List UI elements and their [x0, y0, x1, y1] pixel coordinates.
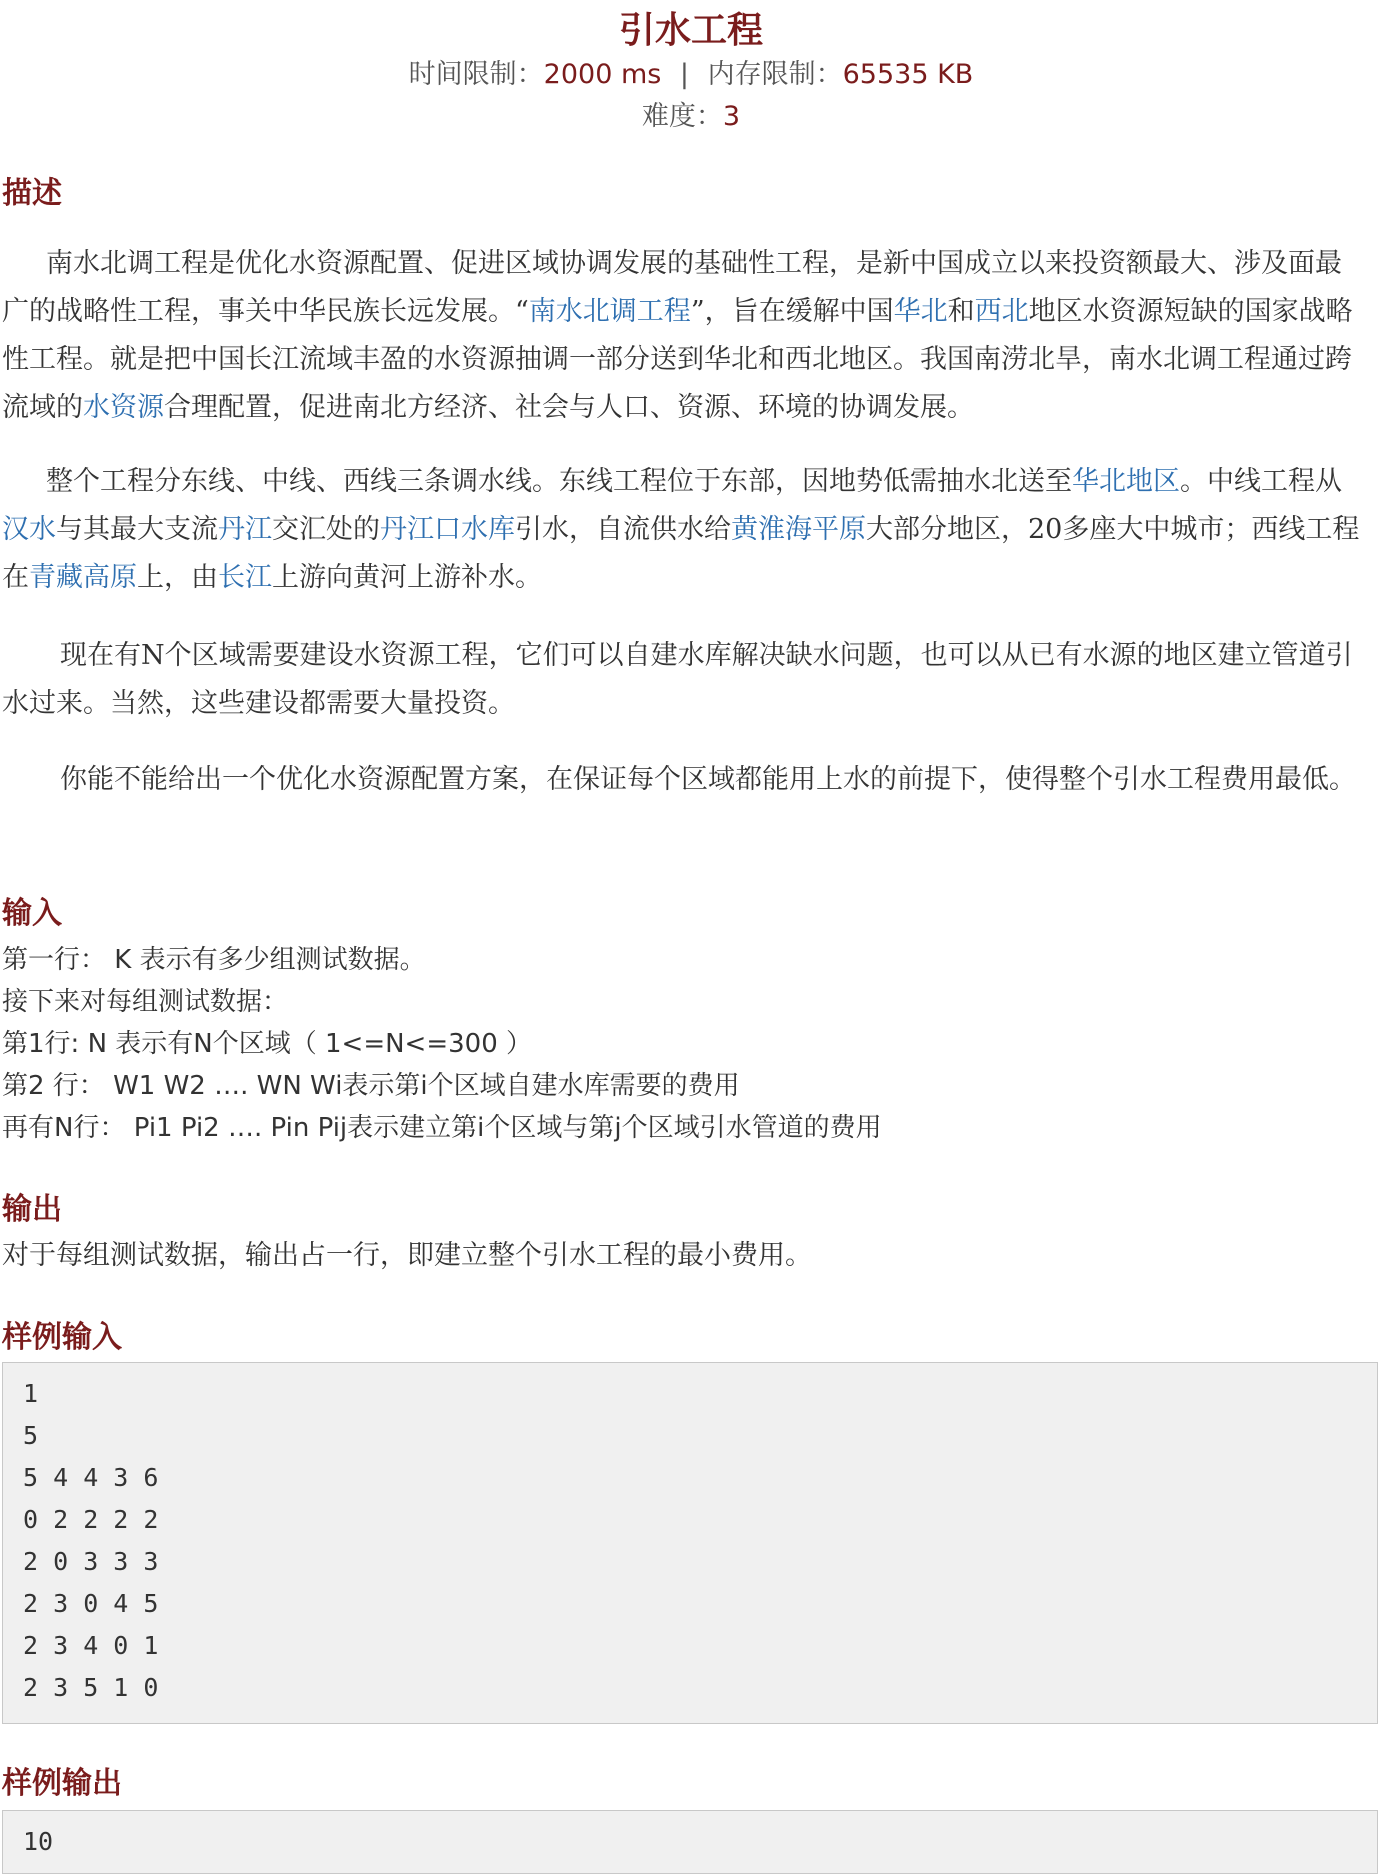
link-huabei[interactable]: 华北 [893, 296, 948, 327]
input-line: 第1行: N 表示有N个区域（ 1<=N<=300 ） [2, 1029, 533, 1059]
text-span: 上，由 [137, 562, 218, 593]
sample-input-line: 1 [23, 1379, 39, 1408]
description-paragraph-2 [2, 458, 1362, 602]
text-span: 你能不能给出一个优化水资源配置方案，在保证每个区域都能用上水的前提下，使得整个引水工程费用最低。 [60, 764, 1356, 795]
sample-input-line: 2 3 5 1 0 [23, 1673, 159, 1702]
text-span: 大部分地区，20多座大中城市；西线工程在 [2, 514, 1360, 593]
sample-input-line: 2 0 3 3 3 [23, 1547, 159, 1576]
input-heading: 输入 [2, 896, 62, 931]
text-span: 交汇处的 [272, 514, 380, 545]
sample-output-line: 10 [23, 1827, 54, 1856]
description-paragraph-3 [2, 632, 1362, 728]
time-limit-value: 2000 ms [543, 59, 662, 90]
sample-input-line: 5 [23, 1421, 39, 1450]
difficulty-label: 难度： [641, 101, 723, 132]
text-span: 南水北调工程是优化水资源配置、促进区域协调发展的基础性工程，是新中国成立以来投资额最大、涉及面最广的战略性工程，事关中华民族长远发展。“ [2, 248, 1342, 327]
description-paragraph-1 [2, 240, 1362, 432]
limits-line [0, 52, 1382, 91]
link-water-resources[interactable]: 水资源 [83, 392, 164, 423]
difficulty-value: 3 [722, 101, 741, 132]
sample-input-line: 5 4 4 3 6 [23, 1463, 159, 1492]
text-span: 合理配置，促进南北方经济、社会与人口、资源、环境的协调发展。 [164, 392, 974, 423]
sample-output-box[interactable] [2, 1810, 1378, 1874]
link-south-north-water[interactable]: 南水北调工程 [528, 296, 691, 327]
link-changjiang[interactable]: 长江 [218, 562, 272, 593]
text-span: 引水，自流供水给 [515, 514, 731, 545]
text-span: ”，旨在缓解中国 [690, 296, 894, 327]
text-span: 现在有N个区域需要建设水资源工程，它们可以自建水库解决缺水问题，也可以从已有水源的地区建立管道引水过来。当然，这些建设都需要大量投资。 [2, 640, 1353, 719]
limits-separator: | [679, 59, 690, 90]
text-span: 与其最大支流 [56, 514, 218, 545]
sample-input-line: 2 3 4 0 1 [23, 1631, 159, 1660]
input-line: 第一行： K 表示有多少组测试数据。 [2, 945, 426, 975]
time-limit-label: 时间限制： [408, 59, 544, 90]
memory-limit-label: 内存限制： [707, 59, 843, 90]
link-danjiangkou-reservoir[interactable]: 丹江口水库 [380, 514, 515, 545]
link-huanghuaihai-plain[interactable]: 黄淮海平原 [731, 514, 866, 545]
sample-input-line: 2 3 0 4 5 [23, 1589, 159, 1618]
problem-title: 引水工程 [618, 10, 763, 51]
output-description: 对于每组测试数据，输出占一行，即建立整个引水工程的最小费用。 [2, 1240, 812, 1271]
input-line: 再有N行： Pi1 Pi2 …. Pin Pij表示建立第i个区域与第j个区域引水管道的费用 [2, 1113, 882, 1143]
output-heading: 输出 [2, 1192, 62, 1227]
input-line: 接下来对每组测试数据： [2, 987, 289, 1017]
text-span: 和 [947, 296, 975, 327]
sample-input-box[interactable] [2, 1362, 1378, 1724]
input-line: 第2 行： W1 W2 …. WN Wi表示第i个区域自建水库需要的费用 [2, 1071, 740, 1101]
text-span: 。中线工程从 [1180, 466, 1342, 497]
link-hanshui[interactable]: 汉水 [2, 514, 56, 545]
link-qinghai-tibet-plateau[interactable]: 青藏高原 [29, 562, 137, 593]
link-danjiang[interactable]: 丹江 [218, 514, 272, 545]
sample-input-heading: 样例输入 [2, 1320, 122, 1355]
link-xibei[interactable]: 西北 [974, 296, 1029, 327]
text-span: 地区水资源短缺的国家战略性工程。就是把中国长江流域丰盈的水资源抽调一部分送到华北和西北地区。我国南涝北旱，南水北调工程通过跨流域的 [2, 296, 1353, 423]
sample-input-line: 0 2 2 2 2 [23, 1505, 159, 1534]
input-description [2, 939, 1362, 1149]
sample-output-heading: 样例输出 [2, 1766, 122, 1801]
link-huabei-region[interactable]: 华北地区 [1072, 466, 1180, 497]
description-heading: 描述 [2, 176, 62, 211]
text-span: 上游向黄河上游补水。 [272, 562, 542, 593]
memory-limit-value: 65535 KB [842, 59, 974, 90]
difficulty-line [0, 94, 1382, 133]
description-paragraph-4 [2, 756, 1362, 804]
text-span: 整个工程分东线、中线、西线三条调水线。东线工程位于东部，因地势低需抽水北送至 [46, 466, 1072, 497]
